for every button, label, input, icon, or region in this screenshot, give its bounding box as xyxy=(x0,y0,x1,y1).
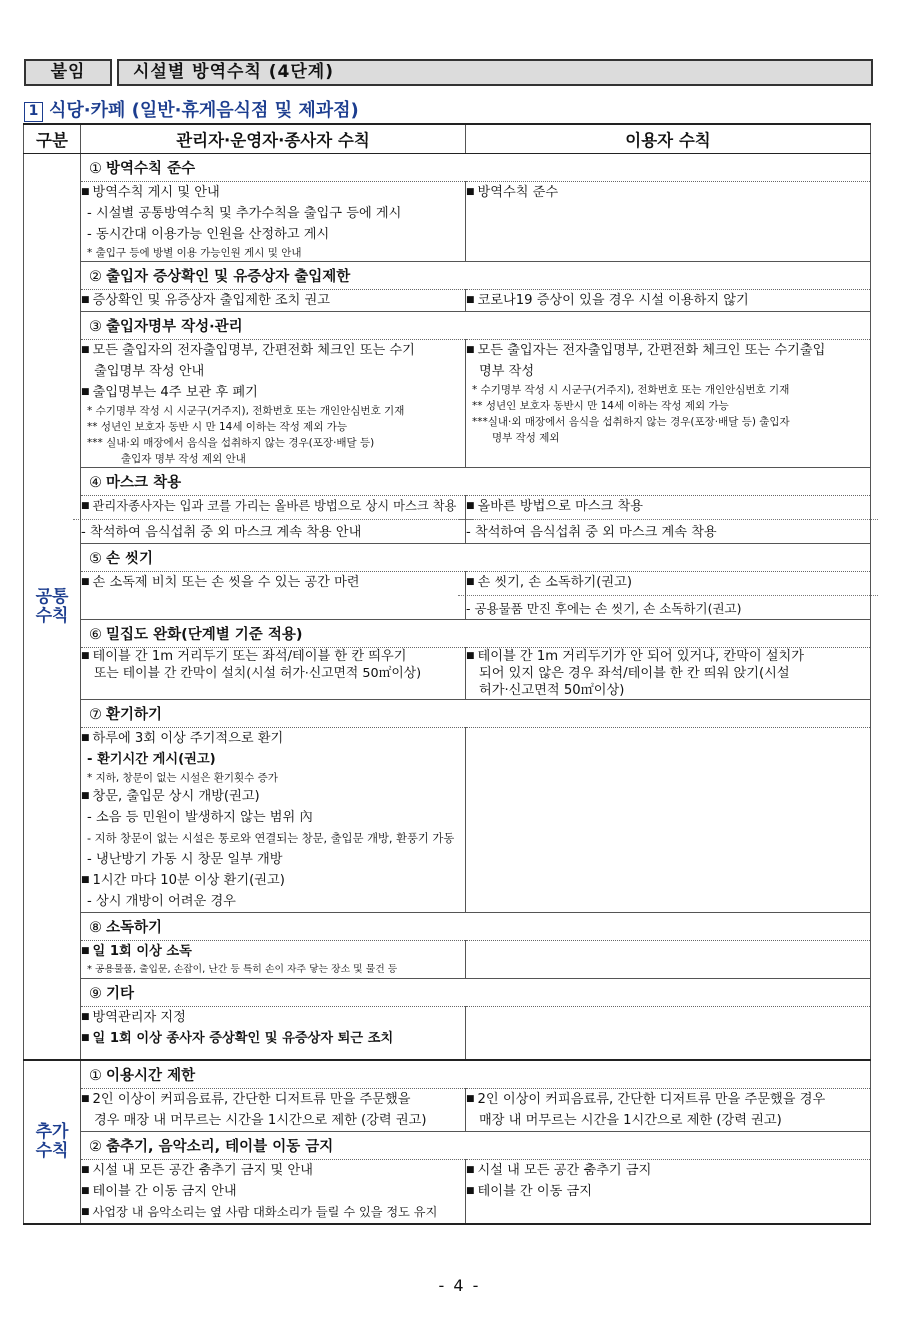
subsection-header xyxy=(24,154,871,182)
list-item: 매장 내 머무르는 시간을 1시간으로 제한 (강력 권고) xyxy=(479,1113,782,1128)
list-item: ■ 테이블 간 1m 거리두기 또는 좌석/테이블 한 칸 띄우기 xyxy=(81,648,465,665)
document-title: 시설별 방역수칙 (4단계) xyxy=(117,59,873,86)
rules-table xyxy=(23,123,871,1225)
manager-rules xyxy=(81,290,466,312)
list-item: ■ 1시간 마다 10분 이상 환기(권고) xyxy=(81,870,465,891)
manager-rules xyxy=(81,728,466,913)
manager-rules xyxy=(81,1160,466,1225)
user-rules xyxy=(466,1160,871,1225)
table-header-row xyxy=(24,124,871,154)
list-item: - 상시 개방이 어려운 경우 xyxy=(87,894,236,909)
manager-rules xyxy=(81,1007,466,1061)
note: 명부 작성 제외 xyxy=(492,432,560,444)
subsection-header xyxy=(24,620,871,648)
user-rules xyxy=(466,1007,871,1061)
list-item: ■ 일 1회 이상 종사자 증상확인 및 유증상자 퇴근 조치 xyxy=(81,1028,465,1049)
note: ** 성년인 보호자 동반시 만 14세 이하는 작성 제외 가능 xyxy=(472,400,729,412)
subsection-header xyxy=(24,979,871,1007)
note: * 수기명부 작성 시 시군구(거주지), 전화번호 또는 개인안심번호 기재 xyxy=(87,405,405,417)
section-title-text: 식당·카페 (일반·휴게음식점 및 제과점) xyxy=(49,100,359,121)
user-rules xyxy=(466,182,871,262)
note: * 출입구 등에 방별 이용 가능인원 게시 및 안내 xyxy=(87,247,302,259)
list-item: - 냉난방기 가동 시 창문 일부 개방 xyxy=(87,852,283,867)
list-item: ■ 일 1회 이상 소독 xyxy=(81,941,465,962)
list-item: ■ 모든 출입자는 전자출입명부, 간편전화 체크인 또는 수기출입 xyxy=(466,340,870,361)
list-item: ■ 2인 이상이 커피음료류, 간단한 디저트류 만을 주문했을 xyxy=(81,1089,465,1110)
subsection-title: ① 방역수칙 준수 xyxy=(81,154,871,182)
list-item: 허가·신고면적 50㎡이상) xyxy=(479,683,625,698)
note: ** 성년인 보호자 동반 시 만 14세 이하는 작성 제외 가능 xyxy=(87,421,348,433)
user-rules xyxy=(466,496,871,544)
list-item: ■ 코로나19 증상이 있을 경우 시설 이용하지 않기 xyxy=(466,290,870,311)
category-common: 공통수칙 xyxy=(24,154,81,1061)
subsection-title: ③ 출입자명부 작성·관리 xyxy=(81,312,871,340)
list-item: ■ 모든 출입자의 전자출입명부, 간편전화 체크인 또는 수기 xyxy=(81,340,465,361)
subsection-header xyxy=(24,913,871,941)
list-item: ■ 테이블 간 이동 금지 xyxy=(466,1181,870,1202)
list-item: ■ 증상확인 및 유증상자 출입제한 조치 권고 xyxy=(81,290,465,311)
list-item: ■ 방역수칙 준수 xyxy=(466,182,870,203)
subsection-title: ② 춤추기, 음악소리, 테이블 이동 금지 xyxy=(81,1132,871,1160)
list-item: 되어 있지 않은 경우 좌석/테이블 한 칸 띄워 앉기(시설 xyxy=(479,666,790,681)
subsection-title: ① 이용시간 제한 xyxy=(81,1060,871,1089)
subsection-title: ⑧ 소독하기 xyxy=(81,913,871,941)
section-number: 1 xyxy=(24,102,43,122)
user-rules xyxy=(466,340,871,468)
list-item: - 환기시간 게시(권고) xyxy=(87,752,216,767)
list-item: ■ 테이블 간 1m 거리두기가 안 되어 있거나, 칸막이 설치가 xyxy=(466,648,870,665)
list-item: ■ 손 소독제 비치 또는 손 씻을 수 있는 공간 마련 xyxy=(81,572,465,593)
list-item: ■ 관리자종사자는 입과 코를 가리는 올바른 방법으로 상시 마스크 착용 xyxy=(81,496,465,517)
subsection-title: ⑥ 밀집도 완화(단계별 기준 적용) xyxy=(81,620,871,648)
list-item: ■ 손 씻기, 손 소독하기(권고) xyxy=(466,572,870,593)
subsection-title: ② 출입자 증상확인 및 유증상자 출입제한 xyxy=(81,262,871,290)
list-item: 또는 테이블 간 칸막이 설치(시설 허가·신고면적 50㎡이상) xyxy=(94,666,422,681)
column-header-manager: 관리자·운영자·종사자 수칙 xyxy=(81,124,466,154)
list-item: - 지하 창문이 없는 시설은 통로와 연결되는 창문, 출입문 개방, 환풍기 가동 xyxy=(87,832,455,845)
list-item: 경우 매장 내 머무르는 시간을 1시간으로 제한 (강력 권고) xyxy=(94,1113,427,1128)
list-item: - 동시간대 이용가능 인원을 산정하고 게시 xyxy=(87,227,330,242)
user-rules xyxy=(466,290,871,312)
list-item: ■ 시설 내 모든 공간 춤추기 금지 xyxy=(466,1160,870,1181)
subsection-header xyxy=(24,700,871,728)
user-rules xyxy=(466,728,871,913)
list-item: ■ 하루에 3회 이상 주기적으로 환기 xyxy=(81,728,465,749)
user-rules xyxy=(466,941,871,979)
attachment-badge: 붙임 xyxy=(24,59,112,86)
note: *** 실내·외 매장에서 음식을 섭취하지 않는 경우(포장·배달 등) xyxy=(87,437,375,449)
list-item: ■ 시설 내 모든 공간 춤추기 금지 및 안내 xyxy=(81,1160,465,1181)
list-item: - 착석하여 음식섭취 중 외 마스크 계속 착용 안내 xyxy=(73,519,473,543)
subsection-header xyxy=(24,1060,871,1089)
list-item: ■ 올바른 방법으로 마스크 착용 xyxy=(466,496,870,517)
list-item: ■ 방역수칙 게시 및 안내 xyxy=(81,182,465,203)
list-item: ■ 출입명부는 4주 보관 후 폐기 xyxy=(81,382,465,403)
subsection-header xyxy=(24,544,871,572)
list-item: - 착석하여 음식섭취 중 외 마스크 계속 착용 xyxy=(458,519,878,543)
page-number: - 4 - xyxy=(438,1276,481,1295)
note: ***실내·외 매장에서 음식을 섭취하지 않는 경우(포장·배달 등) 출입자 xyxy=(472,416,790,428)
list-item: ■ 테이블 간 이동 금지 안내 xyxy=(81,1181,465,1202)
note: * 공용물품, 출입문, 손잡이, 난간 등 특히 손이 자주 닿는 장소 및 물건 등 xyxy=(87,964,398,975)
column-header-category: 구분 xyxy=(24,124,81,154)
subsection-title: ④ 마스크 착용 xyxy=(81,468,871,496)
manager-rules xyxy=(81,648,466,700)
subsection-header xyxy=(24,468,871,496)
note: * 지하, 창문이 없는 시설은 환기횟수 증가 xyxy=(87,772,278,784)
list-item: - 소음 등 민원이 발생하지 않는 범위 內 xyxy=(87,810,313,825)
subsection-title: ⑤ 손 씻기 xyxy=(81,544,871,572)
manager-rules xyxy=(81,496,466,544)
list-item: 명부 작성 xyxy=(479,364,535,379)
section-title xyxy=(24,96,359,122)
list-item: ■ 창문, 출입문 상시 개방(권고) xyxy=(81,786,465,807)
subsection-title: ⑦ 환기하기 xyxy=(81,700,871,728)
note: * 수기명부 작성 시 시군구(거주지), 전화번호 또는 개인안심번호 기재 xyxy=(472,384,790,396)
subsection-header xyxy=(24,1132,871,1160)
manager-rules xyxy=(81,572,466,620)
manager-rules xyxy=(81,182,466,262)
subsection-title: ⑨ 기타 xyxy=(81,979,871,1007)
manager-rules xyxy=(81,941,466,979)
subsection-header xyxy=(24,312,871,340)
subsection-header xyxy=(24,262,871,290)
list-item: - 시설별 공통방역수칙 및 추가수칙을 출입구 등에 게시 xyxy=(87,206,402,221)
manager-rules xyxy=(81,1089,466,1132)
user-rules xyxy=(466,1089,871,1132)
column-header-user: 이용자 수칙 xyxy=(466,124,871,154)
user-rules xyxy=(466,572,871,620)
manager-rules xyxy=(81,340,466,468)
list-item: 출입명부 작성 안내 xyxy=(94,364,205,379)
list-item: ■ 2인 이상이 커피음료류, 간단한 디저트류 만을 주문했을 경우 xyxy=(466,1089,870,1110)
note: 출입자 명부 작성 제외 안내 xyxy=(121,453,246,465)
user-rules xyxy=(466,648,871,700)
list-item: - 공용물품 만진 후에는 손 씻기, 손 소독하기(권고) xyxy=(458,595,878,619)
category-additional: 추가수칙 xyxy=(24,1060,81,1224)
list-item: ■ 방역관리자 지정 xyxy=(81,1007,465,1028)
list-item: ■ 사업장 내 음악소리는 옆 사람 대화소리가 들릴 수 있을 정도 유지 xyxy=(81,1202,465,1223)
